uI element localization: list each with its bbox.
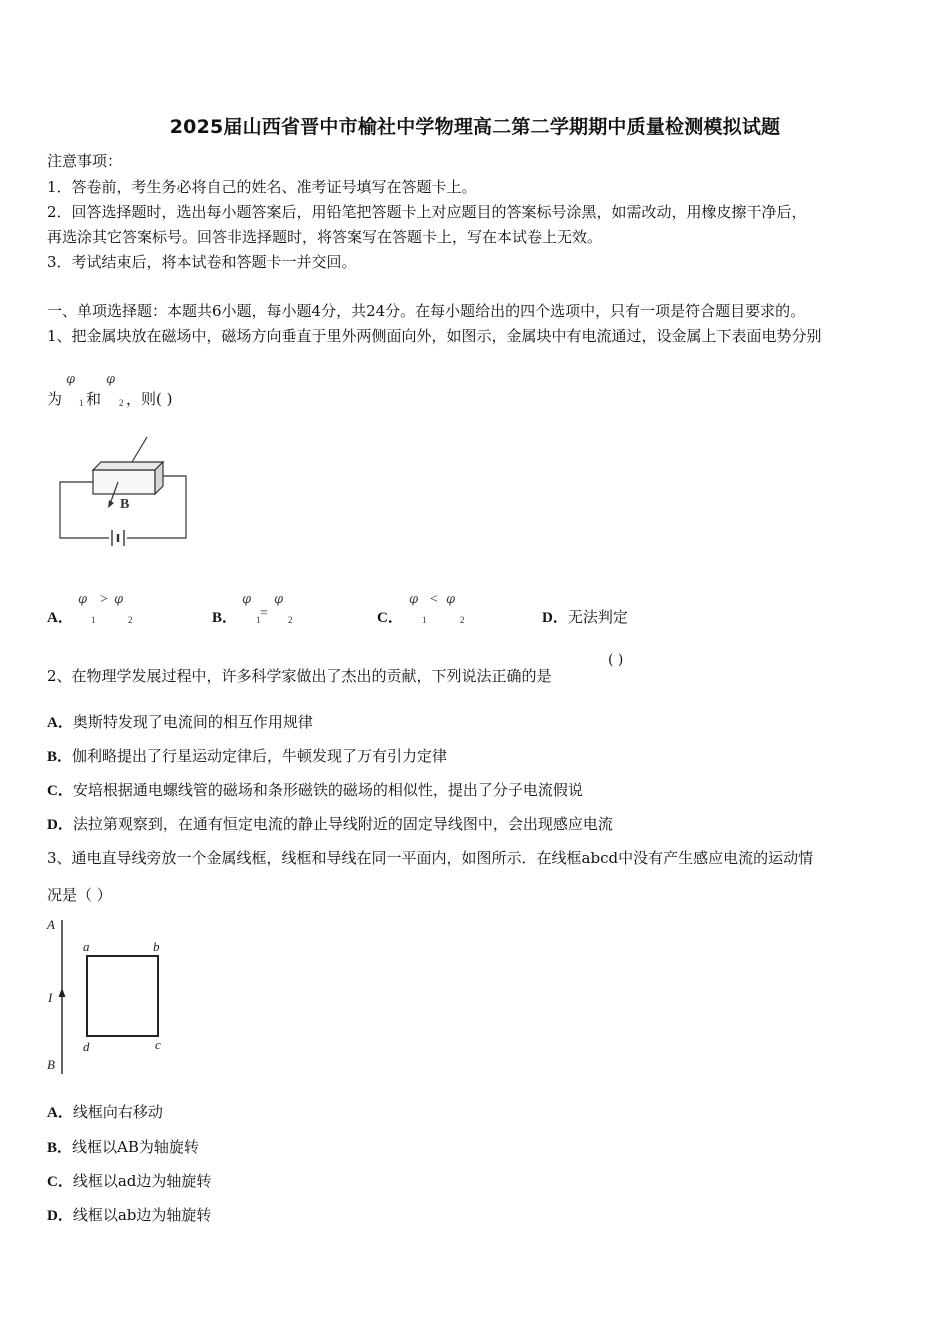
q1-stem-suffix: ，则( ): [126, 390, 173, 408]
option-letter: A．: [47, 715, 73, 731]
phi-symbol: φ: [114, 592, 124, 607]
q3-option-c[interactable]: [47, 1171, 211, 1192]
option-letter: B．: [212, 610, 238, 626]
q3-option-d[interactable]: [47, 1205, 211, 1226]
phi-symbol: φ: [446, 592, 456, 607]
option-text: 线框以ad边为轴旋转: [72, 1172, 212, 1190]
q3-option-b[interactable]: [47, 1137, 199, 1158]
comparison-operator: =: [260, 606, 268, 621]
subscript: 2: [288, 615, 293, 625]
current-arrow-head: [59, 988, 66, 997]
q1-stem: 1、把金属块放在磁场中，磁场方向垂直于里外两侧面向外，如图示，金属块中有电流通过，设金属上下表面电势分别: [47, 327, 822, 345]
option-text: 安培根据通电螺线管的磁场和条形磁铁的磁场的相似性，提出了分子电流假说: [72, 781, 583, 799]
subscript: 2: [119, 398, 124, 408]
subscript: 2: [460, 615, 465, 625]
comparison-operator: <: [430, 592, 438, 607]
q2-option-c[interactable]: [47, 780, 583, 801]
option-text: 伽利略提出了行星运动定律后，牛顿发现了万有引力定律: [72, 747, 448, 765]
option-text: 线框向右移动: [72, 1103, 163, 1121]
option-letter: C．: [47, 783, 73, 799]
label-corner-a: a: [83, 939, 90, 954]
subscript: 2: [128, 615, 133, 625]
q3-stem-line2: 况是（ ）: [47, 886, 112, 904]
field-arrow-head: [108, 500, 114, 508]
field-label-b: B: [120, 497, 130, 512]
label-corner-b: b: [153, 939, 160, 954]
q2-stem: 2、在物理学发展过程中，许多科学家做出了杰出的贡献，下列说法正确的是: [47, 667, 552, 685]
phi-symbol: φ: [78, 592, 88, 607]
subscript: 1: [91, 615, 96, 625]
option-text: 奥斯特发现了电流间的相互作用规律: [72, 713, 313, 731]
q1-option-c[interactable]: [377, 607, 403, 628]
q2-option-d[interactable]: [47, 814, 613, 835]
option-letter: A．: [47, 1105, 73, 1121]
phi-symbol: φ: [66, 372, 76, 387]
option-letter: B．: [47, 749, 73, 765]
notice-item: 1．答卷前，考生务必将自己的姓名、准考证号填写在答题卡上。: [47, 178, 477, 196]
phi-symbol: φ: [274, 592, 284, 607]
page-title: 2025届山西省晋中市榆社中学物理高二第二学期期中质量检测模拟试题: [169, 116, 781, 138]
option-letter: A．: [47, 610, 73, 626]
label-corner-c: c: [155, 1037, 161, 1052]
wire-loop: [87, 956, 158, 1036]
subscript: 1: [79, 398, 84, 408]
q3-wire-loop-figure: [40, 914, 180, 1076]
comparison-operator: >: [100, 592, 108, 607]
option-text: 法拉第观察到，在通有恒定电流的静止导线附近的固定导线图中，会出现感应电流: [72, 815, 613, 833]
option-text: 线框以AB为轴旋转: [72, 1138, 199, 1156]
answer-paren: ( ): [608, 652, 624, 668]
q2-option-a[interactable]: [47, 712, 313, 733]
q1-stem-and: 和: [86, 390, 102, 408]
option-letter: C．: [377, 610, 403, 626]
notice-item: 再选涂其它答案标号。回答非选择题时，将答案写在答题卡上，写在本试卷上无效。: [47, 228, 603, 246]
q1-option-a[interactable]: [47, 607, 73, 628]
metal-block: [93, 470, 155, 494]
section-heading: 一、单项选择题：本题共6小题，每小题4分，共24分。在每小题给出的四个选项中，只有一项是符合题目要求的。: [47, 302, 806, 320]
q2-option-b[interactable]: [47, 746, 447, 767]
notice-item: 3．考试结束后，将本试卷和答题卡一并交回。: [47, 253, 357, 271]
option-letter: C．: [47, 1174, 73, 1190]
phi-symbol: φ: [106, 372, 116, 387]
label-current: I: [48, 990, 53, 1005]
option-text: 无法判定: [567, 608, 628, 626]
option-letter: D．: [47, 817, 73, 833]
option-letter: B．: [47, 1140, 73, 1156]
option-text: 线框以ab边为轴旋转: [72, 1206, 212, 1224]
subscript: 1: [256, 615, 261, 625]
label-a-upper: A: [47, 917, 55, 932]
option-letter: D．: [47, 1208, 73, 1224]
label-corner-d: d: [83, 1039, 90, 1054]
subscript: 1: [422, 615, 427, 625]
q1-option-b[interactable]: [212, 607, 237, 628]
option-letter: D．: [542, 610, 568, 626]
q1-stem-line2: [47, 389, 62, 409]
label-b-upper: B: [47, 1057, 55, 1072]
phi-symbol: φ: [242, 592, 252, 607]
q1-circuit-figure: [52, 434, 192, 558]
notice-heading: 注意事项：: [47, 152, 123, 170]
q1-option-d[interactable]: [542, 607, 628, 628]
q3-stem: 3、通电直导线旁放一个金属线框，线框和导线在同一平面内，如图所示．在线框abcd中没有产生感应电流的运动情: [47, 849, 814, 867]
phi-symbol: φ: [409, 592, 419, 607]
q3-option-a[interactable]: [47, 1102, 163, 1123]
notice-item: 2．回答选择题时，选出每小题答案后，用铅笔把答题卡上对应题目的答案标号涂黑，如需改动，用橡皮擦干净后，: [47, 203, 807, 221]
q1-stem-prefix: 为: [47, 390, 63, 408]
